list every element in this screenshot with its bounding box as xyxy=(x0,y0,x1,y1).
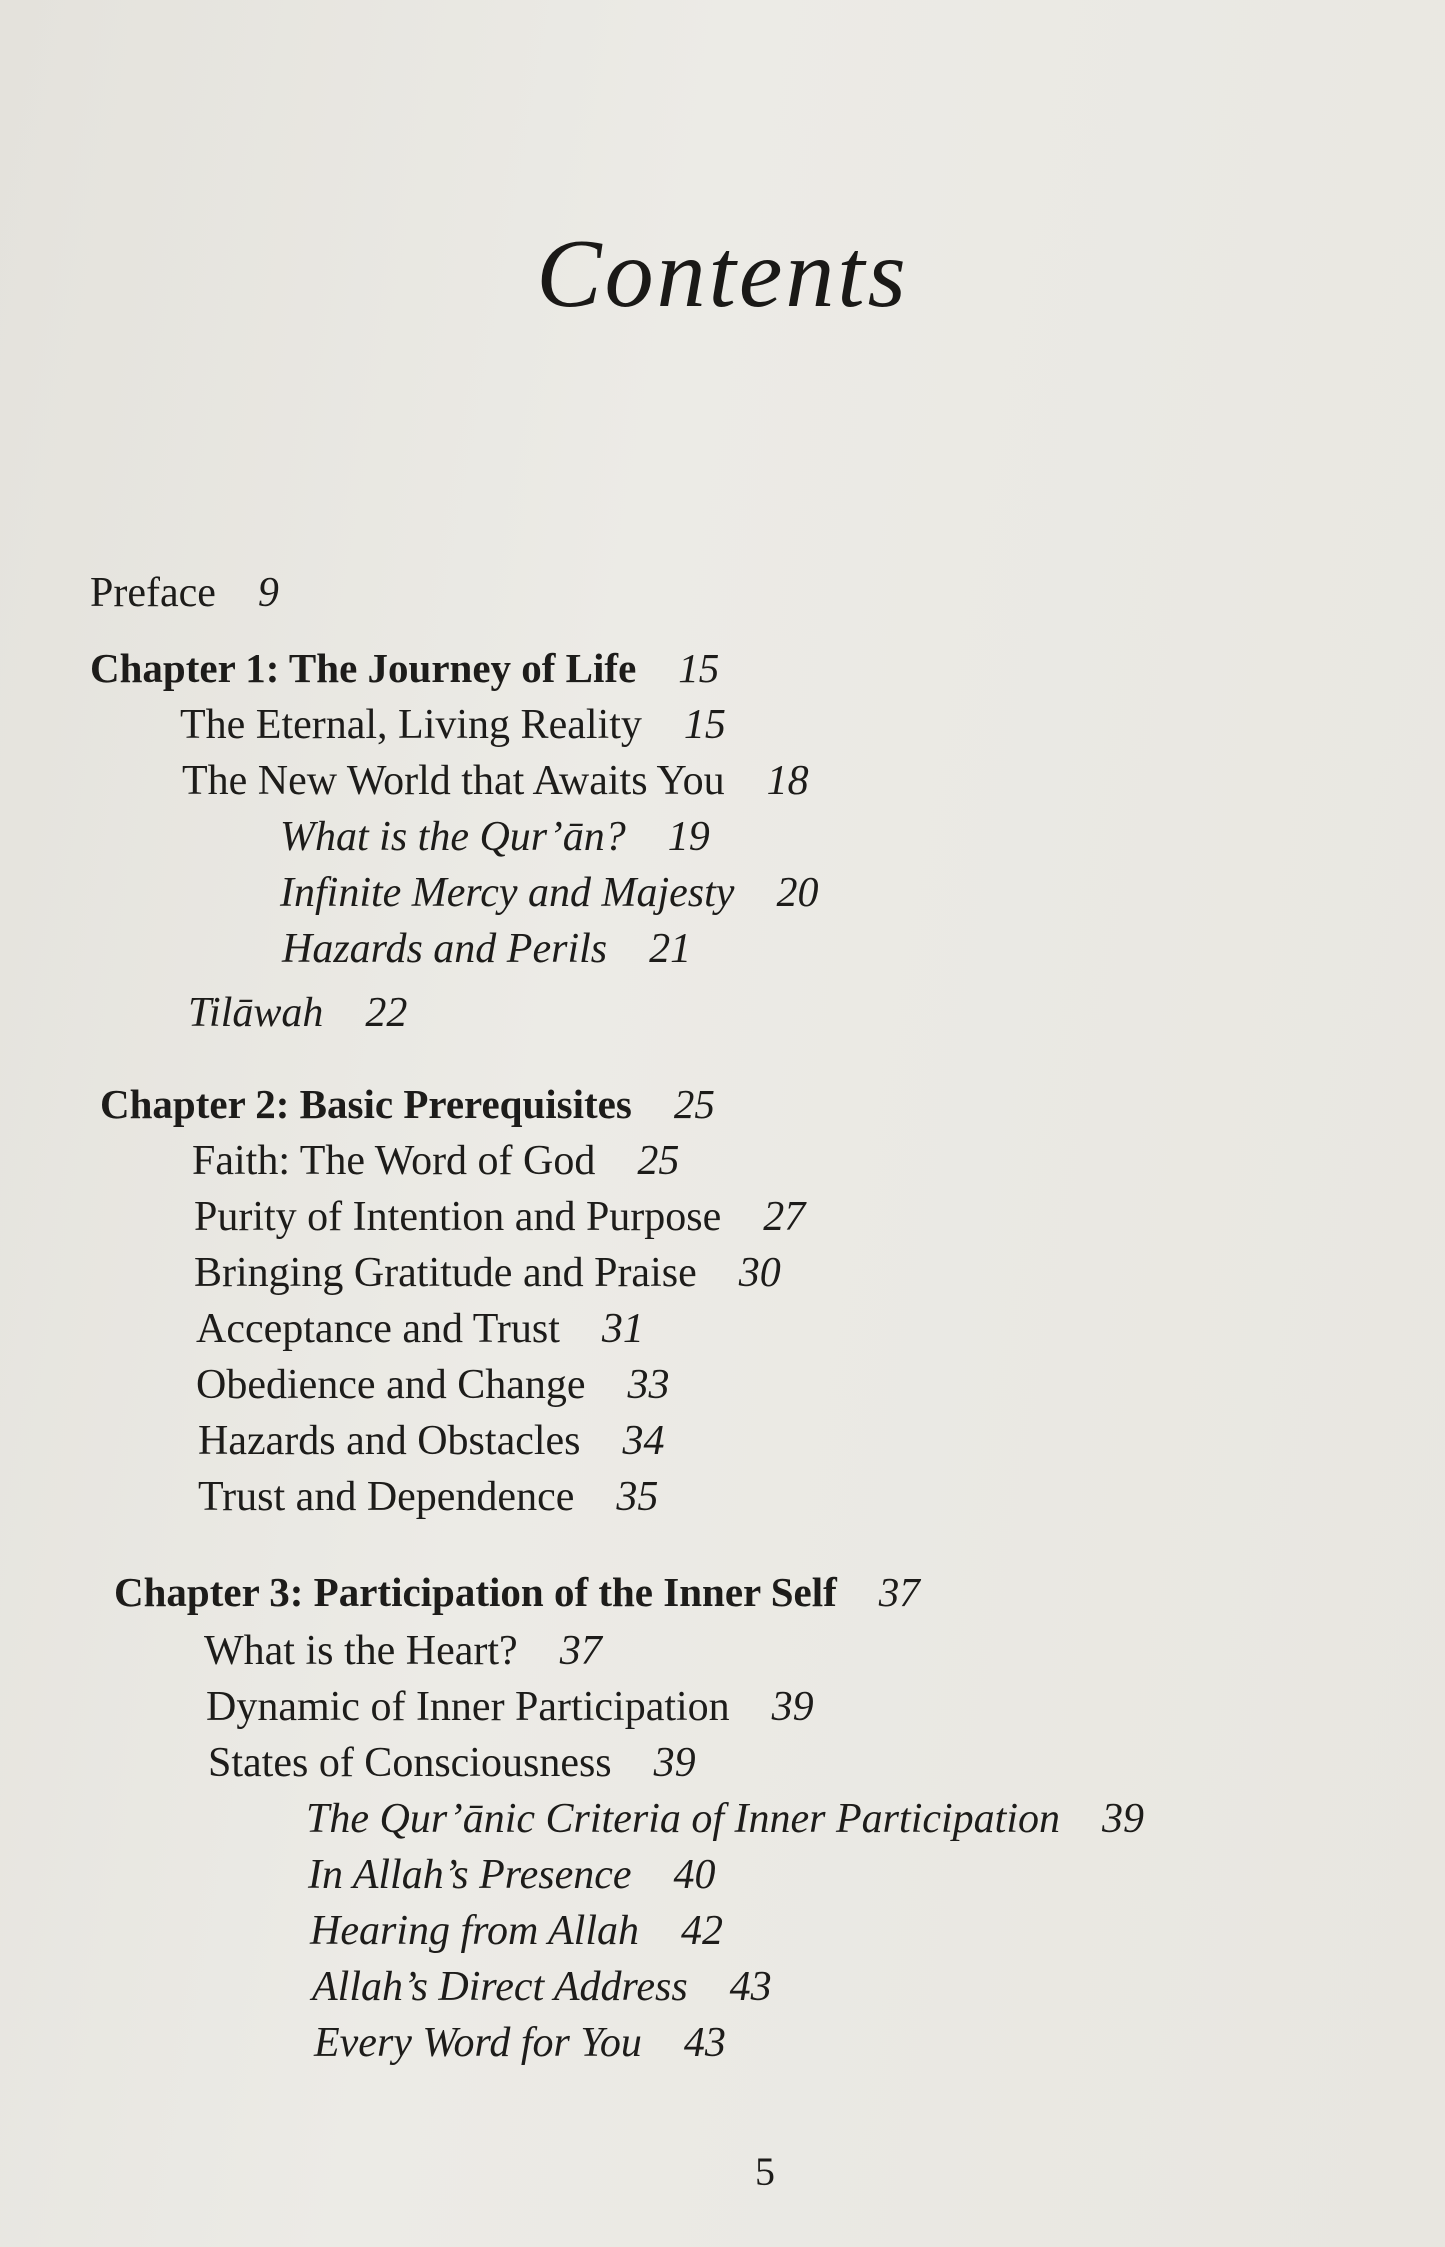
toc-entry-preface xyxy=(90,572,279,614)
toc-entry-label: States of Consciousness xyxy=(208,1740,612,1786)
toc-subentry xyxy=(280,872,818,914)
toc-entry-page: 21 xyxy=(649,926,692,972)
toc-entry-page: 42 xyxy=(681,1908,724,1954)
toc-entry-page: 30 xyxy=(738,1250,781,1296)
toc-entry-page: 25 xyxy=(673,1081,715,1127)
toc-subentry xyxy=(306,1798,1144,1840)
toc-entry-page: 39 xyxy=(771,1684,814,1730)
toc-entry-label: Dynamic of Inner Participation xyxy=(206,1684,730,1730)
toc-entry-page: 35 xyxy=(616,1474,659,1520)
toc-entry-page: 37 xyxy=(559,1628,602,1674)
toc-entry xyxy=(188,992,407,1034)
toc-entry-page: 33 xyxy=(627,1362,670,1408)
toc-entry-label: Trust and Dependence xyxy=(198,1474,575,1520)
toc-entry xyxy=(194,1196,805,1238)
toc-entry-page: 43 xyxy=(683,2020,726,2066)
toc-entry-label: Chapter 2: Basic Prerequisites xyxy=(100,1081,632,1127)
toc-entry xyxy=(204,1630,602,1672)
toc-entry-label: The Eternal, Living Reality xyxy=(180,702,642,748)
toc-subentry xyxy=(314,2022,726,2064)
toc-entry-label: The New World that Awaits You xyxy=(182,758,725,804)
toc-entry-label: Tilāwah xyxy=(188,990,324,1036)
toc-entry-page: 27 xyxy=(763,1194,806,1240)
toc-entry-page: 31 xyxy=(601,1306,644,1352)
toc-entry xyxy=(196,1364,670,1406)
toc-subentry xyxy=(308,1854,716,1896)
toc-entry-label: Hearing from Allah xyxy=(310,1908,640,1954)
toc-entry-label: Obedience and Change xyxy=(196,1362,586,1408)
toc-entry-page: 37 xyxy=(878,1569,920,1615)
toc-entry-label: Every Word for You xyxy=(314,2020,642,2066)
toc-entry-page: 18 xyxy=(766,758,809,804)
page-number: 5 xyxy=(755,2149,775,2194)
toc-entry-page: 43 xyxy=(729,1964,772,2010)
toc-entry xyxy=(206,1686,814,1728)
toc-entry-label: Hazards and Obstacles xyxy=(198,1418,581,1464)
toc-entry-label: Allah’s Direct Address xyxy=(312,1964,688,2010)
toc-entry-label: Hazards and Perils xyxy=(282,926,608,972)
toc-entry xyxy=(198,1420,665,1462)
toc-entry-page: 22 xyxy=(365,990,408,1036)
toc-entry xyxy=(194,1252,781,1294)
toc-chapter-3 xyxy=(114,1569,920,1615)
toc-entry-label: What is the Heart? xyxy=(204,1628,518,1674)
toc-subentry xyxy=(282,928,691,970)
toc-entry-label: Chapter 3: Participation of the Inner Self xyxy=(114,1569,837,1615)
toc-entry xyxy=(182,760,809,802)
toc-entry-page: 34 xyxy=(622,1418,665,1464)
toc-entry-page: 40 xyxy=(673,1852,716,1898)
toc-entry-label: Bringing Gratitude and Praise xyxy=(194,1250,697,1296)
toc-entry-label: Chapter 1: The Journey of Life xyxy=(90,645,637,691)
toc-entry-label: What is the Qur’ān? xyxy=(280,814,626,860)
toc-entry-page: 15 xyxy=(678,645,720,691)
toc-entry-page: 9 xyxy=(257,570,279,616)
toc-chapter-1 xyxy=(90,645,720,691)
toc-entry-page: 20 xyxy=(776,870,819,916)
toc-entry xyxy=(180,704,726,746)
toc-entry xyxy=(192,1140,679,1182)
toc-entry xyxy=(198,1476,658,1518)
toc-entry-label: Infinite Mercy and Majesty xyxy=(280,870,735,916)
toc-entry-label: In Allah’s Presence xyxy=(308,1852,632,1898)
toc-entry-page: 39 xyxy=(1102,1796,1145,1842)
toc-entry xyxy=(208,1742,696,1784)
toc-entry-page: 25 xyxy=(637,1138,680,1184)
toc-chapter-2 xyxy=(100,1081,715,1127)
toc-subentry xyxy=(310,1910,723,1952)
toc-subentry xyxy=(280,816,710,858)
toc-entry-label: The Qur’ānic Criteria of Inner Participation xyxy=(306,1796,1061,1842)
toc-subentry xyxy=(312,1966,772,2008)
toc-entry-label: Preface xyxy=(90,570,216,616)
toc-entry-page: 15 xyxy=(683,702,726,748)
toc-entry-label: Faith: The Word of God xyxy=(192,1138,596,1184)
page-title: Contents xyxy=(536,220,909,328)
toc-entry-page: 19 xyxy=(667,814,710,860)
toc-entry-label: Purity of Intention and Purpose xyxy=(194,1194,722,1240)
toc-entry-page: 39 xyxy=(653,1740,696,1786)
toc-entry-label: Acceptance and Trust xyxy=(196,1306,560,1352)
toc-entry xyxy=(196,1308,644,1350)
